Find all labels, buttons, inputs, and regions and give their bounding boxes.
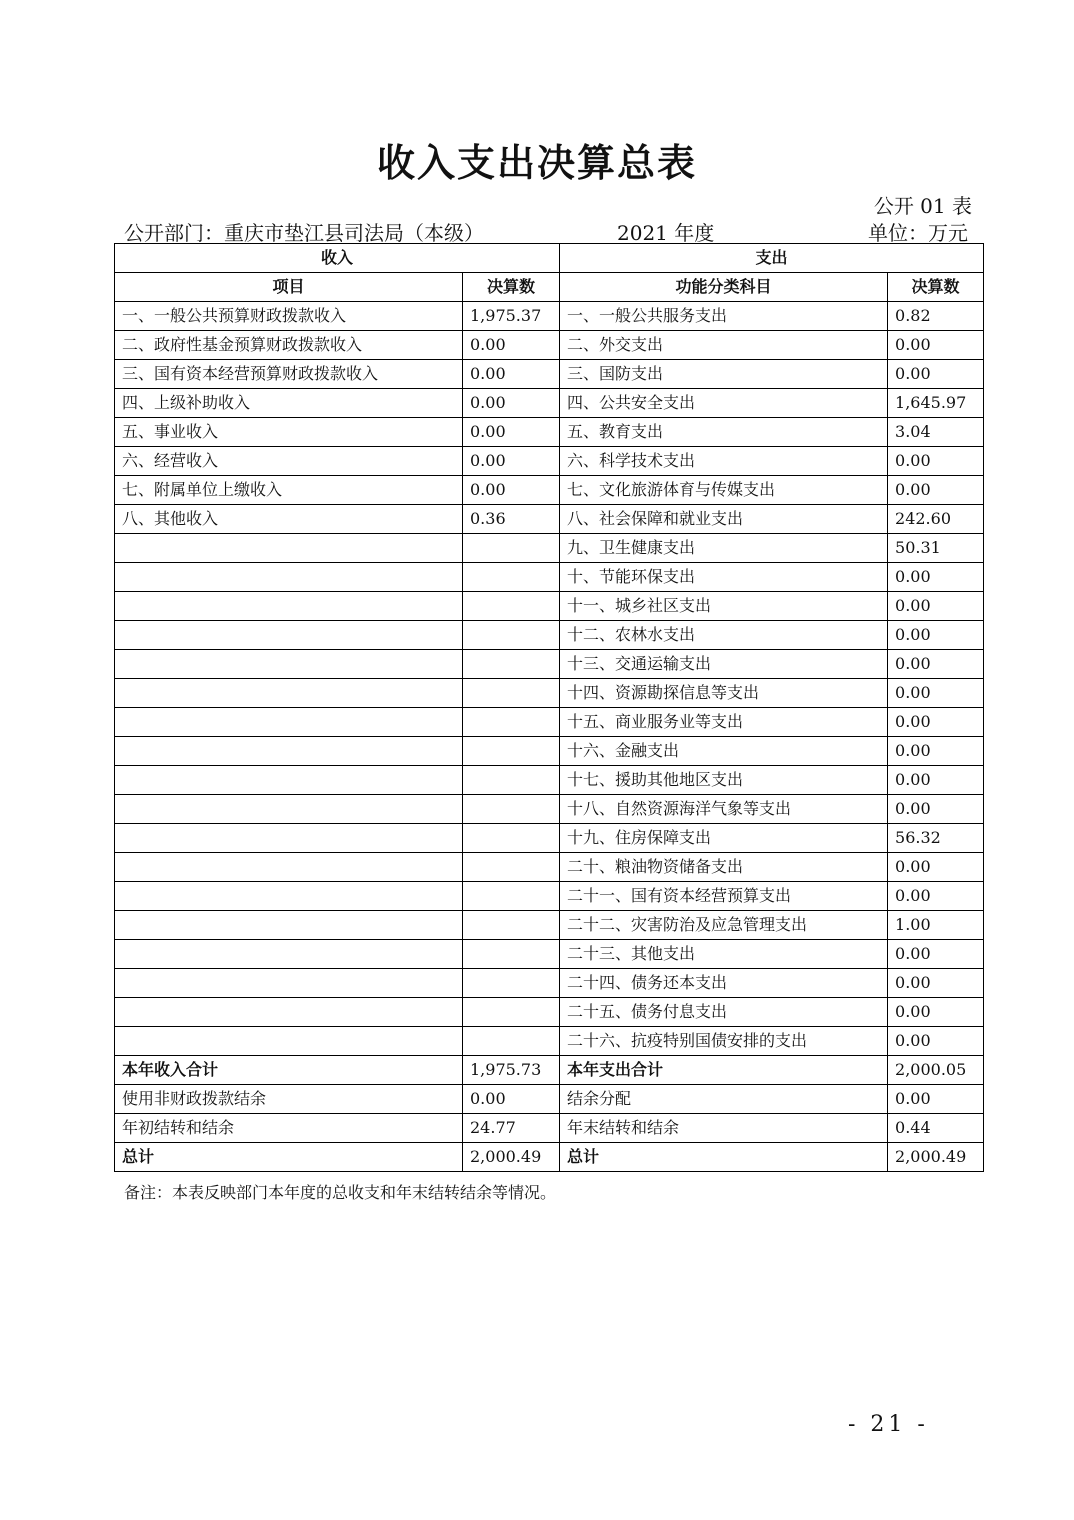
page-title: 收入支出决算总表	[376, 140, 697, 185]
expense-amount-cell: 0.00	[888, 969, 984, 998]
income-amount-cell	[463, 621, 560, 650]
expense-item-cell: 二十二、灾害防治及应急管理支出	[560, 911, 888, 940]
table-row	[115, 882, 984, 911]
income-item-cell: 一、一般公共预算财政拨款收入	[115, 302, 463, 331]
expense-item-cell: 一、一般公共服务支出	[560, 302, 888, 331]
expense-item-cell: 二十三、其他支出	[560, 940, 888, 969]
expense-item-cell: 十二、农林水支出	[560, 621, 888, 650]
income-amount-cell	[463, 679, 560, 708]
expense-item-cell: 十、节能环保支出	[560, 563, 888, 592]
expense-amount-cell: 56.32	[888, 824, 984, 853]
table-row	[115, 621, 984, 650]
expense-amount-cell: 0.00	[888, 940, 984, 969]
expense-item-cell: 十九、住房保障支出	[560, 824, 888, 853]
expense-item-cell: 总计	[560, 1143, 888, 1172]
income-amount-cell	[463, 1027, 560, 1056]
table-body	[115, 244, 984, 1172]
column-header-row	[115, 273, 984, 302]
expense-amount-cell: 1,645.97	[888, 389, 984, 418]
income-amount-cell	[463, 650, 560, 679]
expense-amount-cell: 0.00	[888, 1027, 984, 1056]
income-amount-cell: 1,975.37	[463, 302, 560, 331]
income-amount-cell: 0.36	[463, 505, 560, 534]
income-amount-cell: 0.00	[463, 389, 560, 418]
income-group-header: 收入	[115, 244, 560, 273]
expense-amount-cell: 3.04	[888, 418, 984, 447]
income-item-cell: 二、政府性基金预算财政拨款收入	[115, 331, 463, 360]
income-amount-cell	[463, 766, 560, 795]
income-amount-cell	[463, 737, 560, 766]
unit-label: 单位：万元	[868, 221, 968, 245]
income-amount-cell	[463, 911, 560, 940]
expense-amount-cell: 0.00	[888, 679, 984, 708]
expense-amount-cell: 0.00	[888, 882, 984, 911]
income-amount-cell: 0.00	[463, 418, 560, 447]
table-row	[115, 824, 984, 853]
expense-item-cell: 本年支出合计	[560, 1056, 888, 1085]
table-row	[115, 302, 984, 331]
table-row	[115, 998, 984, 1027]
income-item-cell: 本年收入合计	[115, 1056, 463, 1085]
expense-amount-cell: 0.00	[888, 621, 984, 650]
income-item-cell	[115, 679, 463, 708]
income-amount-cell: 0.00	[463, 476, 560, 505]
expense-item-cell: 二十六、抗疫特别国债安排的支出	[560, 1027, 888, 1056]
income-amount-cell: 0.00	[463, 1085, 560, 1114]
expense-amount-cell: 0.00	[888, 447, 984, 476]
expense-amount-cell: 0.44	[888, 1114, 984, 1143]
income-item-cell	[115, 534, 463, 563]
income-amount-cell	[463, 534, 560, 563]
expense-amount-cell: 0.00	[888, 766, 984, 795]
form-number: 公开 01 表	[873, 194, 972, 218]
table-row	[115, 969, 984, 998]
expense-item-cell: 十七、援助其他地区支出	[560, 766, 888, 795]
expense-item-cell: 二十、粮油物资储备支出	[560, 853, 888, 882]
fiscal-year: 2021 年度	[617, 221, 715, 245]
income-item-cell	[115, 940, 463, 969]
table-row	[115, 1085, 984, 1114]
income-amount-cell: 24.77	[463, 1114, 560, 1143]
table-row	[115, 853, 984, 882]
expense-amount-cell: 0.00	[888, 563, 984, 592]
table-row	[115, 534, 984, 563]
income-amount-cell	[463, 969, 560, 998]
income-item-cell	[115, 998, 463, 1027]
income-item-cell	[115, 563, 463, 592]
table-row	[115, 708, 984, 737]
expense-amount-cell: 0.00	[888, 737, 984, 766]
table-row	[115, 911, 984, 940]
remark-note: 备注：本表反映部门本年度的总收支和年末结转结余等情况。	[124, 1183, 557, 1202]
income-item-cell: 八、其他收入	[115, 505, 463, 534]
income-amount-cell	[463, 563, 560, 592]
income-amount-cell	[463, 824, 560, 853]
expense-amount-cell: 0.82	[888, 302, 984, 331]
expense-item-cell: 十四、资源勘探信息等支出	[560, 679, 888, 708]
table-row	[115, 331, 984, 360]
page-number: - 21 -	[848, 1412, 929, 1437]
income-item-cell: 五、事业收入	[115, 418, 463, 447]
expense-amount-cell: 0.00	[888, 853, 984, 882]
income-item-cell	[115, 911, 463, 940]
expense-amount-cell: 0.00	[888, 708, 984, 737]
income-item-cell: 总计	[115, 1143, 463, 1172]
expense-item-cell: 八、社会保障和就业支出	[560, 505, 888, 534]
income-amount-cell	[463, 882, 560, 911]
group-header-row	[115, 244, 984, 273]
expense-item-cell: 十八、自然资源海洋气象等支出	[560, 795, 888, 824]
table-row	[115, 737, 984, 766]
income-item-cell: 四、上级补助收入	[115, 389, 463, 418]
table-row	[115, 1027, 984, 1056]
table-row	[115, 447, 984, 476]
expense-item-cell: 七、文化旅游体育与传媒支出	[560, 476, 888, 505]
expense-amount-cell: 0.00	[888, 1085, 984, 1114]
col-header-item: 项目	[115, 273, 463, 302]
income-amount-cell	[463, 708, 560, 737]
income-amount-cell	[463, 998, 560, 1027]
expense-amount-cell: 0.00	[888, 331, 984, 360]
expense-amount-cell: 1.00	[888, 911, 984, 940]
expense-item-cell: 九、卫生健康支出	[560, 534, 888, 563]
income-item-cell	[115, 969, 463, 998]
income-item-cell: 六、经营收入	[115, 447, 463, 476]
income-amount-cell: 0.00	[463, 447, 560, 476]
income-item-cell	[115, 708, 463, 737]
income-item-cell	[115, 1027, 463, 1056]
expense-group-header: 支出	[560, 244, 984, 273]
table-row	[115, 389, 984, 418]
expense-item-cell: 三、国防支出	[560, 360, 888, 389]
expense-amount-cell: 0.00	[888, 592, 984, 621]
expense-item-cell: 五、教育支出	[560, 418, 888, 447]
table-row	[115, 1056, 984, 1085]
expense-amount-cell: 0.00	[888, 360, 984, 389]
income-item-cell	[115, 592, 463, 621]
expense-amount-cell: 0.00	[888, 998, 984, 1027]
expense-amount-cell: 242.60	[888, 505, 984, 534]
table-row	[115, 505, 984, 534]
expense-item-cell: 年末结转和结余	[560, 1114, 888, 1143]
income-item-cell	[115, 824, 463, 853]
table-row	[115, 360, 984, 389]
expense-amount-cell: 0.00	[888, 795, 984, 824]
income-item-cell	[115, 853, 463, 882]
col-header-amount-2: 决算数	[888, 273, 984, 302]
income-item-cell: 三、国有资本经营预算财政拨款收入	[115, 360, 463, 389]
income-item-cell: 年初结转和结余	[115, 1114, 463, 1143]
table-row	[115, 563, 984, 592]
expense-amount-cell: 0.00	[888, 476, 984, 505]
income-amount-cell	[463, 795, 560, 824]
table-row	[115, 418, 984, 447]
expense-item-cell: 十三、交通运输支出	[560, 650, 888, 679]
income-amount-cell	[463, 592, 560, 621]
income-amount-cell	[463, 853, 560, 882]
income-item-cell	[115, 737, 463, 766]
expense-item-cell: 六、科学技术支出	[560, 447, 888, 476]
income-amount-cell	[463, 940, 560, 969]
income-expense-table	[114, 243, 984, 1172]
department-label: 公开部门：重庆市垫江县司法局（本级）	[124, 221, 484, 245]
income-item-cell	[115, 650, 463, 679]
table-row	[115, 592, 984, 621]
expense-item-cell: 二、外交支出	[560, 331, 888, 360]
income-item-cell	[115, 795, 463, 824]
expense-item-cell: 十六、金融支出	[560, 737, 888, 766]
table-row	[115, 940, 984, 969]
table-row	[115, 1143, 984, 1172]
col-header-amount: 决算数	[463, 273, 560, 302]
col-header-function: 功能分类科目	[560, 273, 888, 302]
expense-amount-cell: 2,000.05	[888, 1056, 984, 1085]
expense-item-cell: 结余分配	[560, 1085, 888, 1114]
table-row	[115, 1114, 984, 1143]
income-amount-cell: 0.00	[463, 331, 560, 360]
income-amount-cell: 0.00	[463, 360, 560, 389]
expense-item-cell: 二十四、债务还本支出	[560, 969, 888, 998]
expense-item-cell: 二十五、债务付息支出	[560, 998, 888, 1027]
income-item-cell: 七、附属单位上缴收入	[115, 476, 463, 505]
income-item-cell	[115, 882, 463, 911]
expense-item-cell: 四、公共安全支出	[560, 389, 888, 418]
expense-item-cell: 十一、城乡社区支出	[560, 592, 888, 621]
expense-item-cell: 十五、商业服务业等支出	[560, 708, 888, 737]
table-row	[115, 766, 984, 795]
table-row	[115, 476, 984, 505]
income-item-cell: 使用非财政拨款结余	[115, 1085, 463, 1114]
expense-amount-cell: 0.00	[888, 650, 984, 679]
income-item-cell	[115, 621, 463, 650]
table-row	[115, 679, 984, 708]
table-row	[115, 650, 984, 679]
income-item-cell	[115, 766, 463, 795]
income-amount-cell: 1,975.73	[463, 1056, 560, 1085]
income-amount-cell: 2,000.49	[463, 1143, 560, 1172]
expense-item-cell: 二十一、国有资本经营预算支出	[560, 882, 888, 911]
table-row	[115, 795, 984, 824]
expense-amount-cell: 50.31	[888, 534, 984, 563]
expense-amount-cell: 2,000.49	[888, 1143, 984, 1172]
